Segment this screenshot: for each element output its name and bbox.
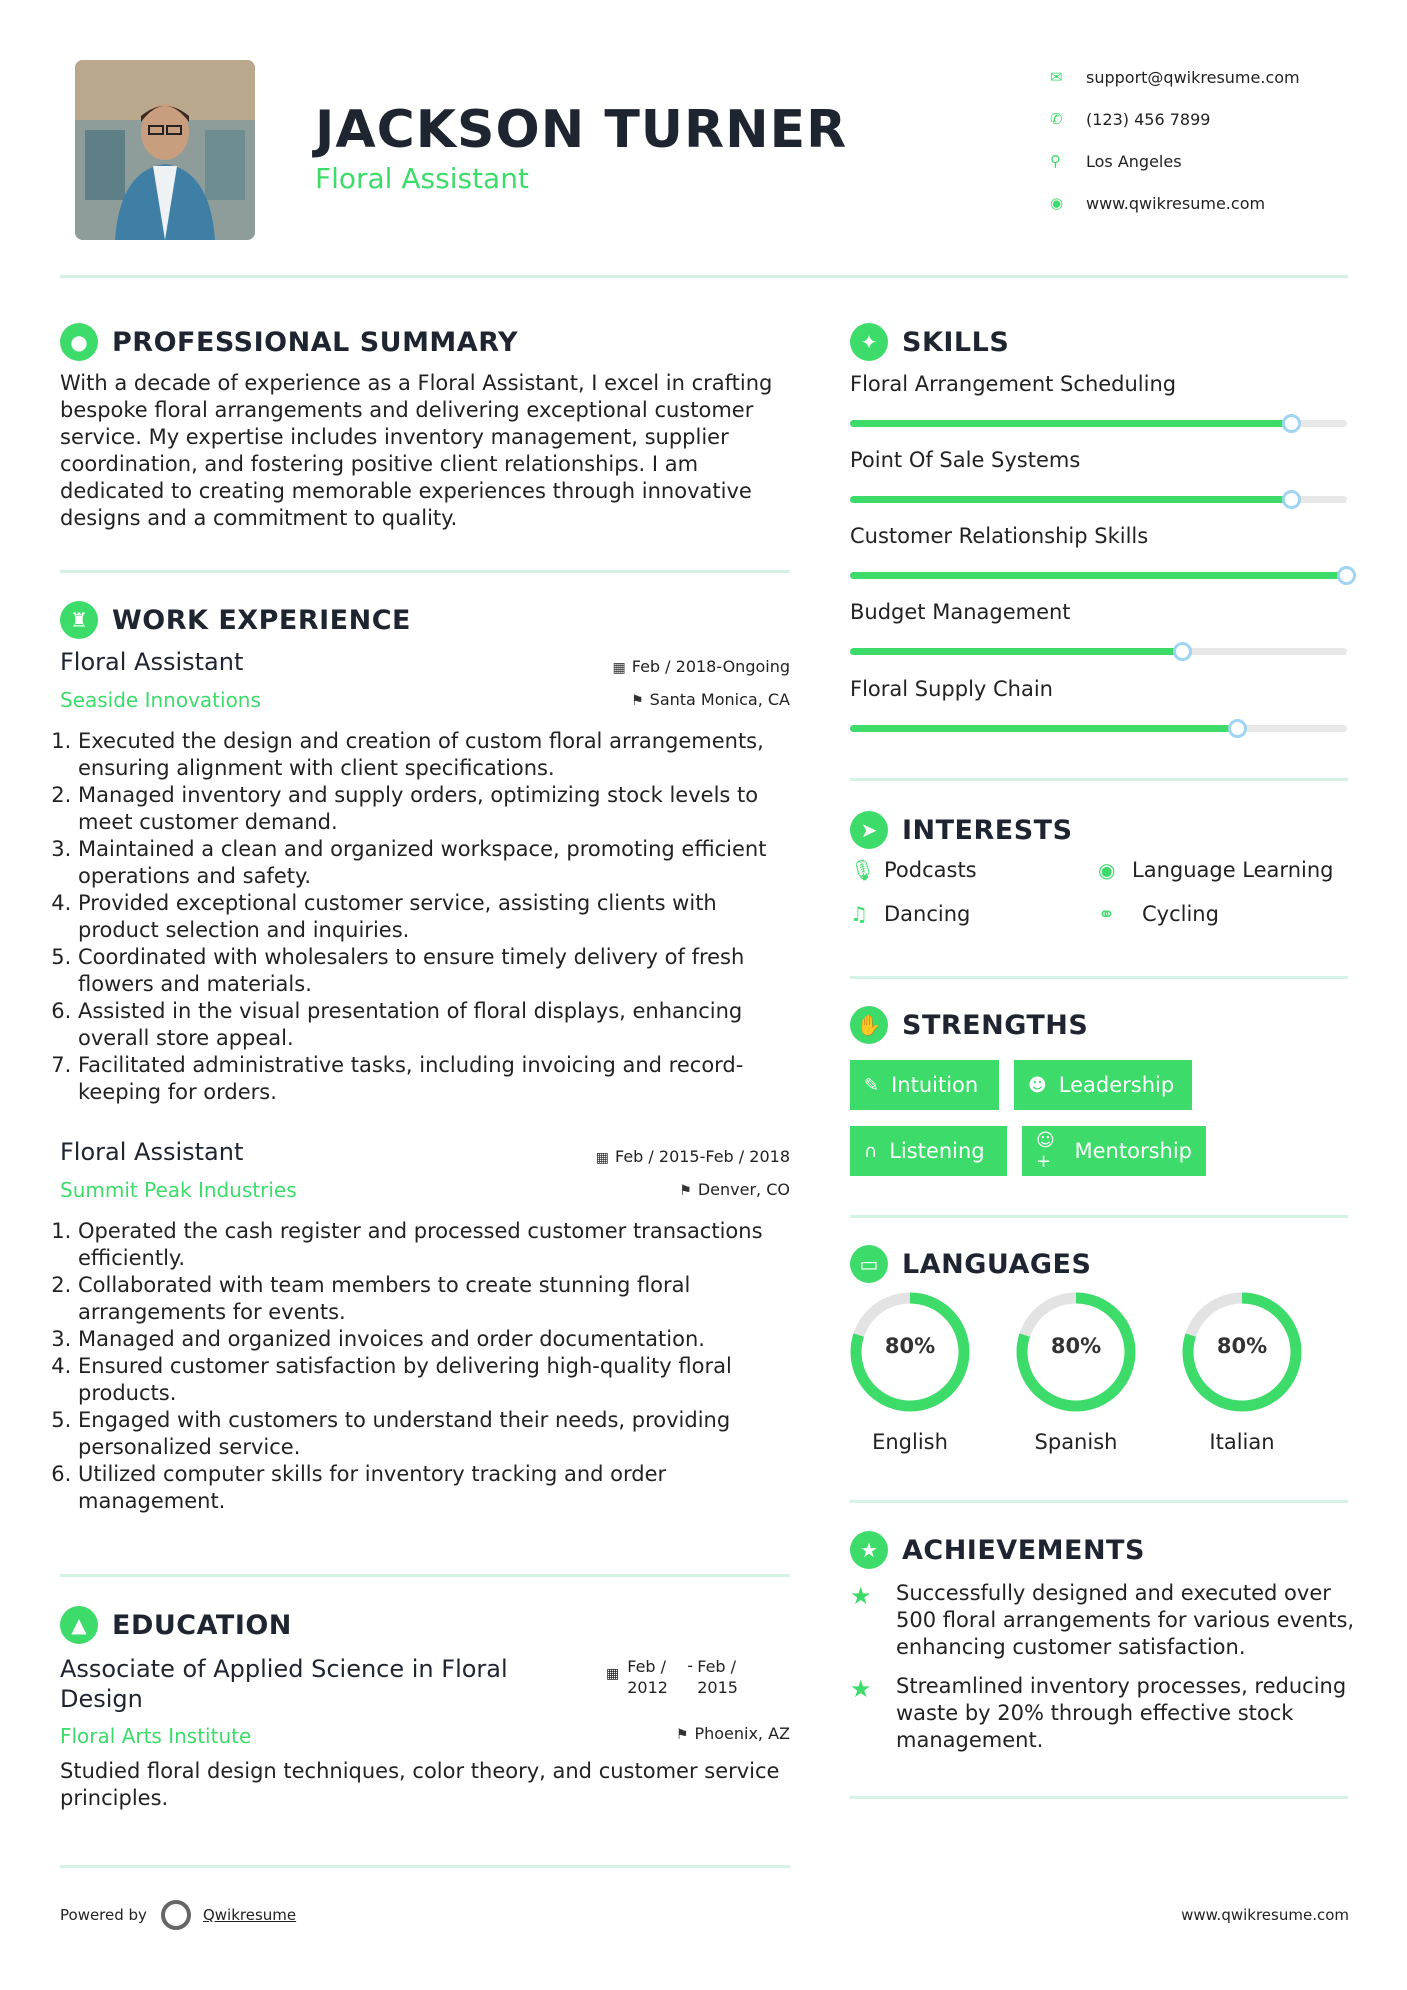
skill-bar — [850, 420, 1347, 427]
language-icon: ▭ — [850, 1245, 888, 1283]
phone-icon: ✆ — [1050, 110, 1063, 128]
star-icon: ★ — [850, 1582, 872, 1610]
section-divider — [850, 1796, 1348, 1799]
globe-icon: ◉ — [1098, 858, 1116, 882]
skill-item — [850, 600, 1350, 655]
education-description: Studied floral design techniques, color theory, and customer service principles. — [60, 1759, 780, 1810]
achievements-heading: ★ ACHIEVEMENTS — [850, 1531, 1145, 1569]
candidate-name: JACKSON TURNER — [315, 100, 848, 160]
candidate-title: Floral Assistant — [315, 162, 529, 195]
trophy-icon: ★ — [850, 1531, 888, 1569]
strength-badge: ☻ Leadership — [1014, 1060, 1192, 1110]
music-note-icon: ♫ — [850, 902, 868, 926]
user-icon: ● — [60, 323, 98, 361]
skill-bar-fill — [850, 572, 1347, 579]
bicycle-icon: ⚭ — [1098, 902, 1115, 926]
microphone-icon: 🎙 — [850, 858, 876, 882]
interests-heading: ➤ INTERESTS — [850, 811, 1073, 849]
job-dates: ▦ Feb / 2015-Feb / 2018 — [595, 1147, 790, 1166]
duty-item: 5. Engaged with customers to understand their needs, providing personalized service. — [78, 1407, 790, 1461]
interest-item: ⚭ Cycling — [1098, 902, 1219, 926]
paper-plane-icon: ➤ — [850, 811, 888, 849]
skill-item — [850, 372, 1350, 427]
duty-item: 1. Executed the design and creation of custom floral arrangements, ensuring alignment with client specifications. — [78, 728, 790, 782]
skill-item — [850, 448, 1350, 503]
language-item — [848, 1290, 972, 1454]
pin-icon: ⚑ — [631, 693, 644, 709]
section-divider — [60, 570, 790, 573]
interest-item: 🎙 Podcasts — [850, 858, 977, 882]
strength-badge: ✎ Intuition — [850, 1060, 999, 1110]
skill-name: Customer Relationship Skills — [850, 524, 1149, 548]
hand-icon: ✋ — [850, 1006, 888, 1044]
section-divider — [850, 1215, 1348, 1218]
language-percent: 80% — [1216, 1334, 1268, 1358]
skill-name: Floral Supply Chain — [850, 677, 1053, 701]
section-divider — [60, 1865, 790, 1868]
calendar-icon: ▦ — [595, 1150, 609, 1166]
profile-photo — [75, 60, 255, 240]
language-name: Italian — [1209, 1430, 1275, 1454]
globe-icon: ◉ — [1050, 194, 1064, 212]
contact-website[interactable]: ◉ www.qwikresume.com — [1050, 193, 1266, 213]
strengths-heading: ✋ STRENGTHS — [850, 1006, 1088, 1044]
job-title: Floral Assistant — [60, 648, 244, 676]
section-divider — [850, 976, 1348, 979]
qwikresume-logo-icon — [161, 1900, 191, 1930]
duty-item: 5. Coordinated with wholesalers to ensure timely delivery of fresh flowers and materials. — [78, 944, 790, 998]
skill-bar-knob — [1337, 566, 1356, 585]
duty-item: 7. Facilitated administrative tasks, including invoicing and record-keeping for orders. — [78, 1052, 790, 1106]
magic-wand-icon: ✎ — [864, 1074, 880, 1096]
duty-item: 4. Ensured customer satisfaction by delivering high-quality floral products. — [78, 1353, 790, 1407]
map-pin-icon: ⚲ — [1050, 152, 1061, 170]
achievement-item: ★ Successfully designed and executed over 500 floral arrangements for various events, enhancing customer satisfaction. — [850, 1581, 1355, 1659]
summary-heading: ● PROFESSIONAL SUMMARY — [60, 323, 518, 361]
contact-phone[interactable]: ✆ (123) 456 7899 — [1050, 109, 1211, 129]
skill-bar-fill — [850, 648, 1183, 655]
language-item — [1180, 1290, 1304, 1454]
headphones-icon: ∩ — [864, 1140, 878, 1162]
education-dates: ▦ Feb / 2012 - Feb / 2015 — [606, 1656, 738, 1697]
job-duties — [60, 1218, 790, 1515]
graduation-icon: ▲ — [60, 1606, 98, 1644]
calendar-icon: ▦ — [612, 660, 626, 676]
duty-item: 3. Maintained a clean and organized workspace, promoting efficient operations and safety. — [78, 836, 790, 890]
skill-bar-knob — [1228, 719, 1247, 738]
summary-text: With a decade of experience as a Floral Assistant, I excel in crafting bespoke floral arrangements and delivering exceptional customer service. My expertise includes inventory management, supplier coordination, and fostering positive client relationships. I am dedicated to creating memorable experiences through innovative designs and a commitment to quality. — [60, 371, 773, 530]
language-percent: 80% — [884, 1334, 936, 1358]
pin-icon: ⚑ — [679, 1183, 692, 1199]
duty-item: 6. Assisted in the visual presentation of floral displays, enhancing overall store appeal. — [78, 998, 790, 1052]
job-location: ⚑ Santa Monica, CA — [631, 690, 790, 709]
interest-item: ♫ Dancing — [850, 902, 971, 926]
job-company: Summit Peak Industries — [60, 1178, 297, 1202]
skill-bar — [850, 496, 1347, 503]
section-divider — [60, 1574, 790, 1577]
language-name: Spanish — [1034, 1430, 1118, 1454]
contact-location: ⚲ Los Angeles — [1050, 151, 1182, 171]
language-percent: 80% — [1050, 1334, 1102, 1358]
work-heading: ♜ WORK EXPERIENCE — [60, 601, 411, 639]
contact-email[interactable]: ✉ support@qwikresume.com — [1050, 67, 1300, 87]
lightbulb-icon: ✦ — [850, 323, 888, 361]
school-name: Floral Arts Institute — [60, 1724, 252, 1748]
footer-url[interactable]: www.qwikresume.com — [1181, 1906, 1349, 1924]
skill-name: Floral Arrangement Scheduling — [850, 372, 1177, 396]
strength-badge: ☺+ Mentorship — [1022, 1126, 1206, 1176]
degree-title: Associate of Applied Science in Floral Design — [60, 1655, 508, 1713]
achievement-item: ★ Streamlined inventory processes, reducing waste by 20% through effective stock management. — [850, 1674, 1347, 1752]
brand-link[interactable]: Qwikresume — [202, 1906, 297, 1924]
job-duties — [60, 728, 790, 1106]
skill-bar-fill — [850, 420, 1292, 427]
skill-name: Budget Management — [850, 600, 1071, 624]
skill-bar — [850, 648, 1347, 655]
calendar-icon: ▦ — [606, 1666, 620, 1682]
header-divider — [60, 275, 1348, 278]
section-divider — [850, 1500, 1348, 1503]
skill-bar — [850, 572, 1347, 579]
skill-name: Point Of Sale Systems — [850, 448, 1081, 472]
duty-item: 2. Collaborated with team members to create stunning floral arrangements for events. — [78, 1272, 790, 1326]
languages-heading: ▭ LANGUAGES — [850, 1245, 1091, 1283]
star-icon: ★ — [850, 1675, 872, 1703]
pin-icon: ⚑ — [675, 1727, 689, 1743]
language-item — [1014, 1290, 1138, 1454]
contact-list — [1050, 56, 1300, 224]
section-divider — [850, 778, 1348, 781]
skill-bar — [850, 725, 1347, 732]
job-company: Seaside Innovations — [60, 688, 261, 712]
footer-branding: Powered by Qwikresume — [60, 1900, 296, 1930]
user-plus-icon: ☺+ — [1036, 1130, 1055, 1172]
users-icon: ☻ — [1028, 1074, 1047, 1096]
education-heading: ▲ EDUCATION — [60, 1606, 292, 1644]
skill-item — [850, 677, 1350, 732]
interest-item: ◉ Language Learning — [1098, 858, 1334, 882]
duty-item: 6. Utilized computer skills for inventory tracking and order management. — [78, 1461, 790, 1515]
envelope-icon: ✉ — [1050, 68, 1063, 86]
duty-item: 2. Managed inventory and supply orders, optimizing stock levels to meet customer demand. — [78, 782, 790, 836]
skills-heading: ✦ SKILLS — [850, 323, 1009, 361]
skill-bar-fill — [850, 496, 1292, 503]
briefcase-icon: ♜ — [60, 601, 98, 639]
skill-bar-knob — [1173, 642, 1192, 661]
language-name: English — [872, 1430, 948, 1454]
strength-badge: ∩ Listening — [850, 1126, 1007, 1176]
job-title: Floral Assistant — [60, 1138, 244, 1166]
skill-item — [850, 524, 1350, 579]
skill-bar-knob — [1282, 414, 1301, 433]
job-location: ⚑ Denver, CO — [679, 1180, 790, 1199]
skill-bar-knob — [1282, 490, 1301, 509]
skill-bar-fill — [850, 725, 1238, 732]
duty-item: 4. Provided exceptional customer service, assisting clients with product selection and inquiries. — [78, 890, 790, 944]
duty-item: 3. Managed and organized invoices and order documentation. — [78, 1326, 790, 1353]
duty-item: 1. Operated the cash register and processed customer transactions efficiently. — [78, 1218, 790, 1272]
job-dates: ▦ Feb / 2018-Ongoing — [612, 657, 790, 676]
education-location: ⚑ Phoenix, AZ — [675, 1724, 790, 1743]
